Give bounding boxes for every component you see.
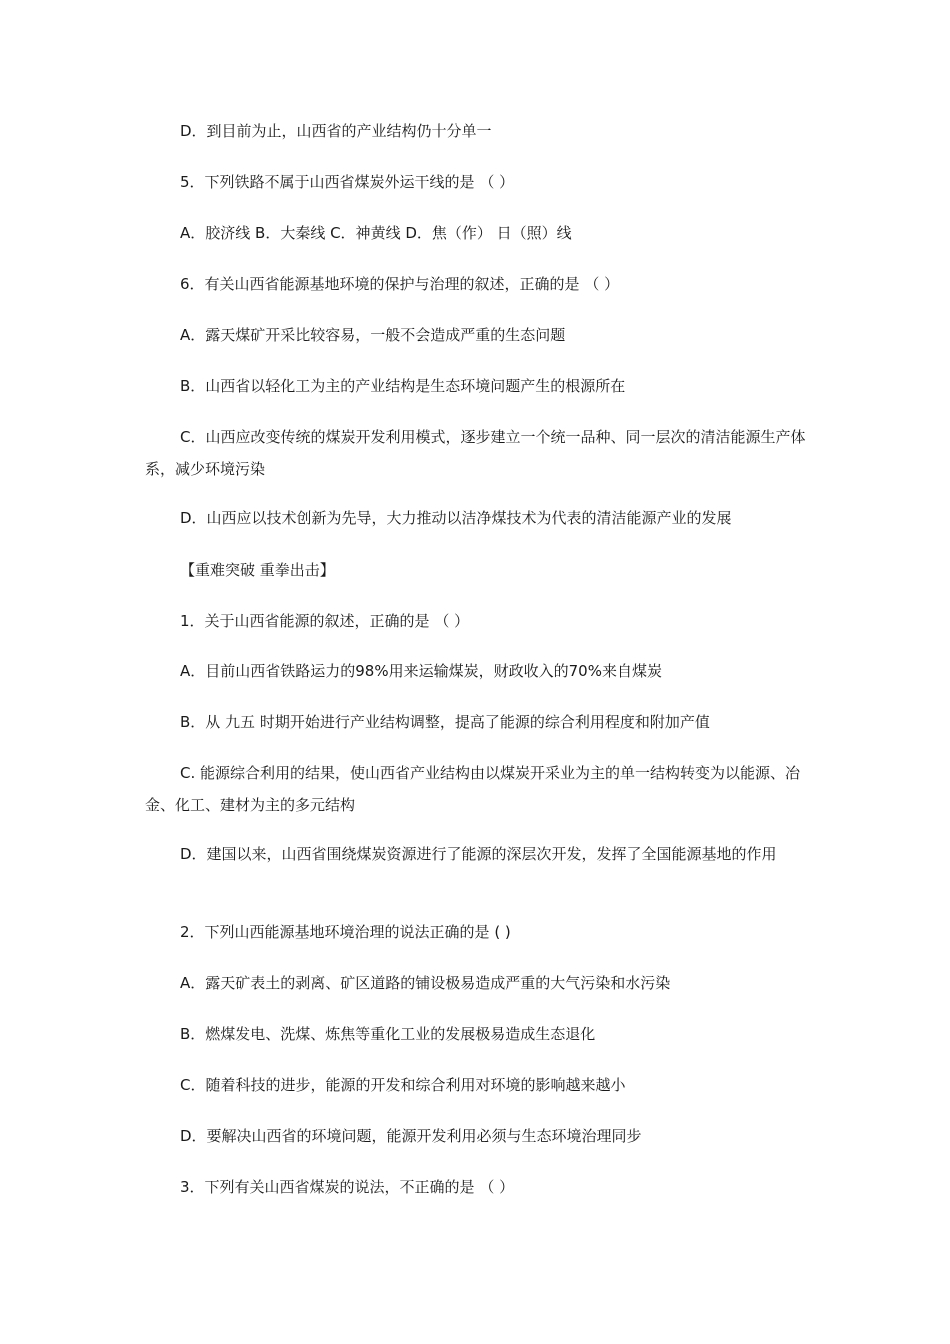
option-b-q6: B．山西省以轻化工为主的产业结构是生态环境问题产生的根源所在 bbox=[180, 377, 626, 395]
option-a-q6: A．露天煤矿开采比较容易，一般不会造成严重的生态问题 bbox=[180, 326, 566, 344]
option-a-s2: A．露天矿表土的剥离、矿区道路的铺设极易造成严重的大气污染和水污染 bbox=[180, 974, 671, 992]
option-a-s1: A．目前山西省铁路运力的98%用来运输煤炭，财政收入的70%来自煤炭 bbox=[180, 662, 662, 680]
option-d-q4: D．到目前为止，山西省的产业结构仍十分单一 bbox=[180, 122, 492, 140]
question-5: 5．下列铁路不属于山西省煤炭外运干线的是 （ ） bbox=[180, 173, 515, 191]
option-c-s1: C. 能源综合利用的结果，使山西省产业结构由以煤炭开采业为主的单一结构转变为以能源、冶金、化工、建材为主的多元结构 bbox=[145, 764, 801, 814]
option-b-s1: B．从 九五 时期开始进行产业结构调整，提高了能源的综合利用程度和附加产值 bbox=[180, 713, 710, 731]
section-question-1: 1．关于山西省能源的叙述，正确的是 （ ） bbox=[180, 612, 470, 630]
option-d-s1: D．建国以来，山西省围绕煤炭资源进行了能源的深层次开发，发挥了全国能源基地的作用 bbox=[180, 845, 777, 863]
option-c-q6: C．山西应改变传统的煤炭开发利用模式，逐步建立一个统一品种、同一层次的清洁能源生产体系，减少环境污染 bbox=[145, 428, 806, 478]
options-q5: A．胶济线 B．大秦线 C．神黄线 D．焦（作） 日（照）线 bbox=[180, 224, 572, 242]
question-6: 6．有关山西省能源基地环境的保护与治理的叙述，正确的是 （ ） bbox=[180, 275, 620, 293]
option-c-s2: C．随着科技的进步，能源的开发和综合利用对环境的影响越来越小 bbox=[180, 1076, 626, 1094]
option-d-q6: D．山西应以技术创新为先导，大力推动以洁净煤技术为代表的清洁能源产业的发展 bbox=[180, 509, 732, 527]
option-d-s2: D．要解决山西省的环境问题，能源开发利用必须与生态环境治理同步 bbox=[180, 1127, 642, 1145]
section-question-3: 3．下列有关山西省煤炭的说法，不正确的是 （ ） bbox=[180, 1178, 515, 1196]
section-heading: 【重难突破 重拳出击】 bbox=[180, 561, 335, 579]
option-b-s2: B．燃煤发电、洗煤、炼焦等重化工业的发展极易造成生态退化 bbox=[180, 1025, 596, 1043]
section-question-2: 2．下列山西能源基地环境治理的说法正确的是 ( ) bbox=[180, 923, 511, 941]
